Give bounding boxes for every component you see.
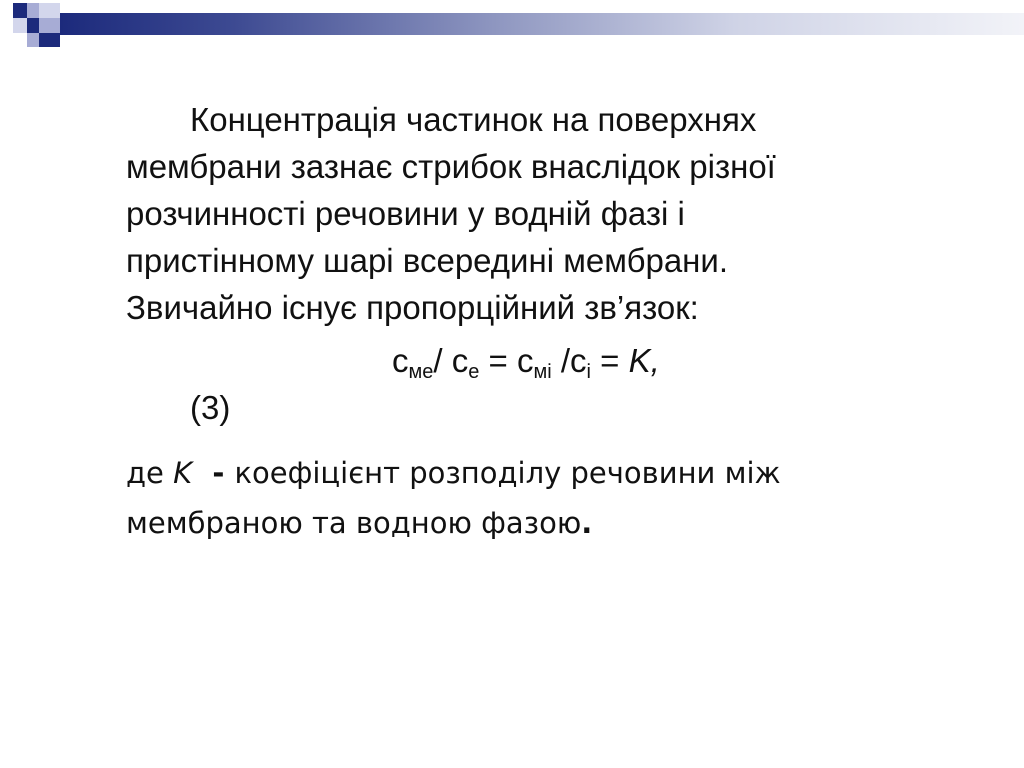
header-square-lavender	[27, 3, 39, 18]
header-square-navy	[13, 3, 27, 18]
definition-text-rest: мембраною та водною фазою	[126, 506, 582, 540]
paragraph-line: розчинності речовини у водній фазі і	[126, 195, 685, 232]
definition-text	[126, 448, 946, 548]
header-square-navy	[27, 18, 39, 33]
formula-operator: /	[551, 342, 570, 379]
formula-symbol: c	[392, 342, 409, 379]
definition-dash: -	[192, 456, 235, 490]
formula-subscript: ме	[408, 361, 434, 383]
paragraph-line: Звичайно існує пропорційний зв’язок:	[126, 289, 699, 326]
formula-operator: =	[479, 342, 517, 379]
formula	[126, 337, 946, 384]
header-gradient-bar	[60, 13, 1024, 35]
header-square-lavender	[27, 33, 39, 47]
paragraph-line: Концентрація частинок на поверхнях	[190, 101, 757, 138]
formula-subscript: е	[468, 361, 480, 383]
definition-line	[126, 448, 946, 498]
definition-text-rest: коефіцієнт розподілу речовини між	[234, 456, 781, 490]
definition-line	[126, 498, 946, 548]
formula-subscript: мі	[533, 361, 552, 383]
equation-number: (3)	[190, 389, 231, 426]
slide-body	[126, 96, 946, 431]
header-square-light	[13, 18, 27, 33]
formula-comma: ,	[650, 342, 660, 379]
formula-symbol: c	[516, 342, 534, 379]
formula-operator: /	[433, 342, 452, 379]
definition-symbol: K	[173, 456, 193, 490]
definition-period: .	[581, 506, 593, 540]
formula-constant: K	[628, 342, 651, 379]
formula-subscript: і	[586, 361, 591, 383]
header-square-navy	[39, 33, 60, 47]
header-square-light	[39, 3, 60, 18]
definition-prefix: де	[126, 456, 174, 490]
header-square-lavender	[39, 18, 60, 33]
formula-symbol: c	[570, 342, 587, 379]
formula-operator: =	[590, 342, 629, 379]
paragraph-line: мембрани зазнає стрибок внаслідок різної	[126, 148, 776, 185]
formula-symbol: c	[451, 342, 469, 379]
paragraph-line: пристінному шарі всередині мембрани.	[126, 242, 729, 279]
